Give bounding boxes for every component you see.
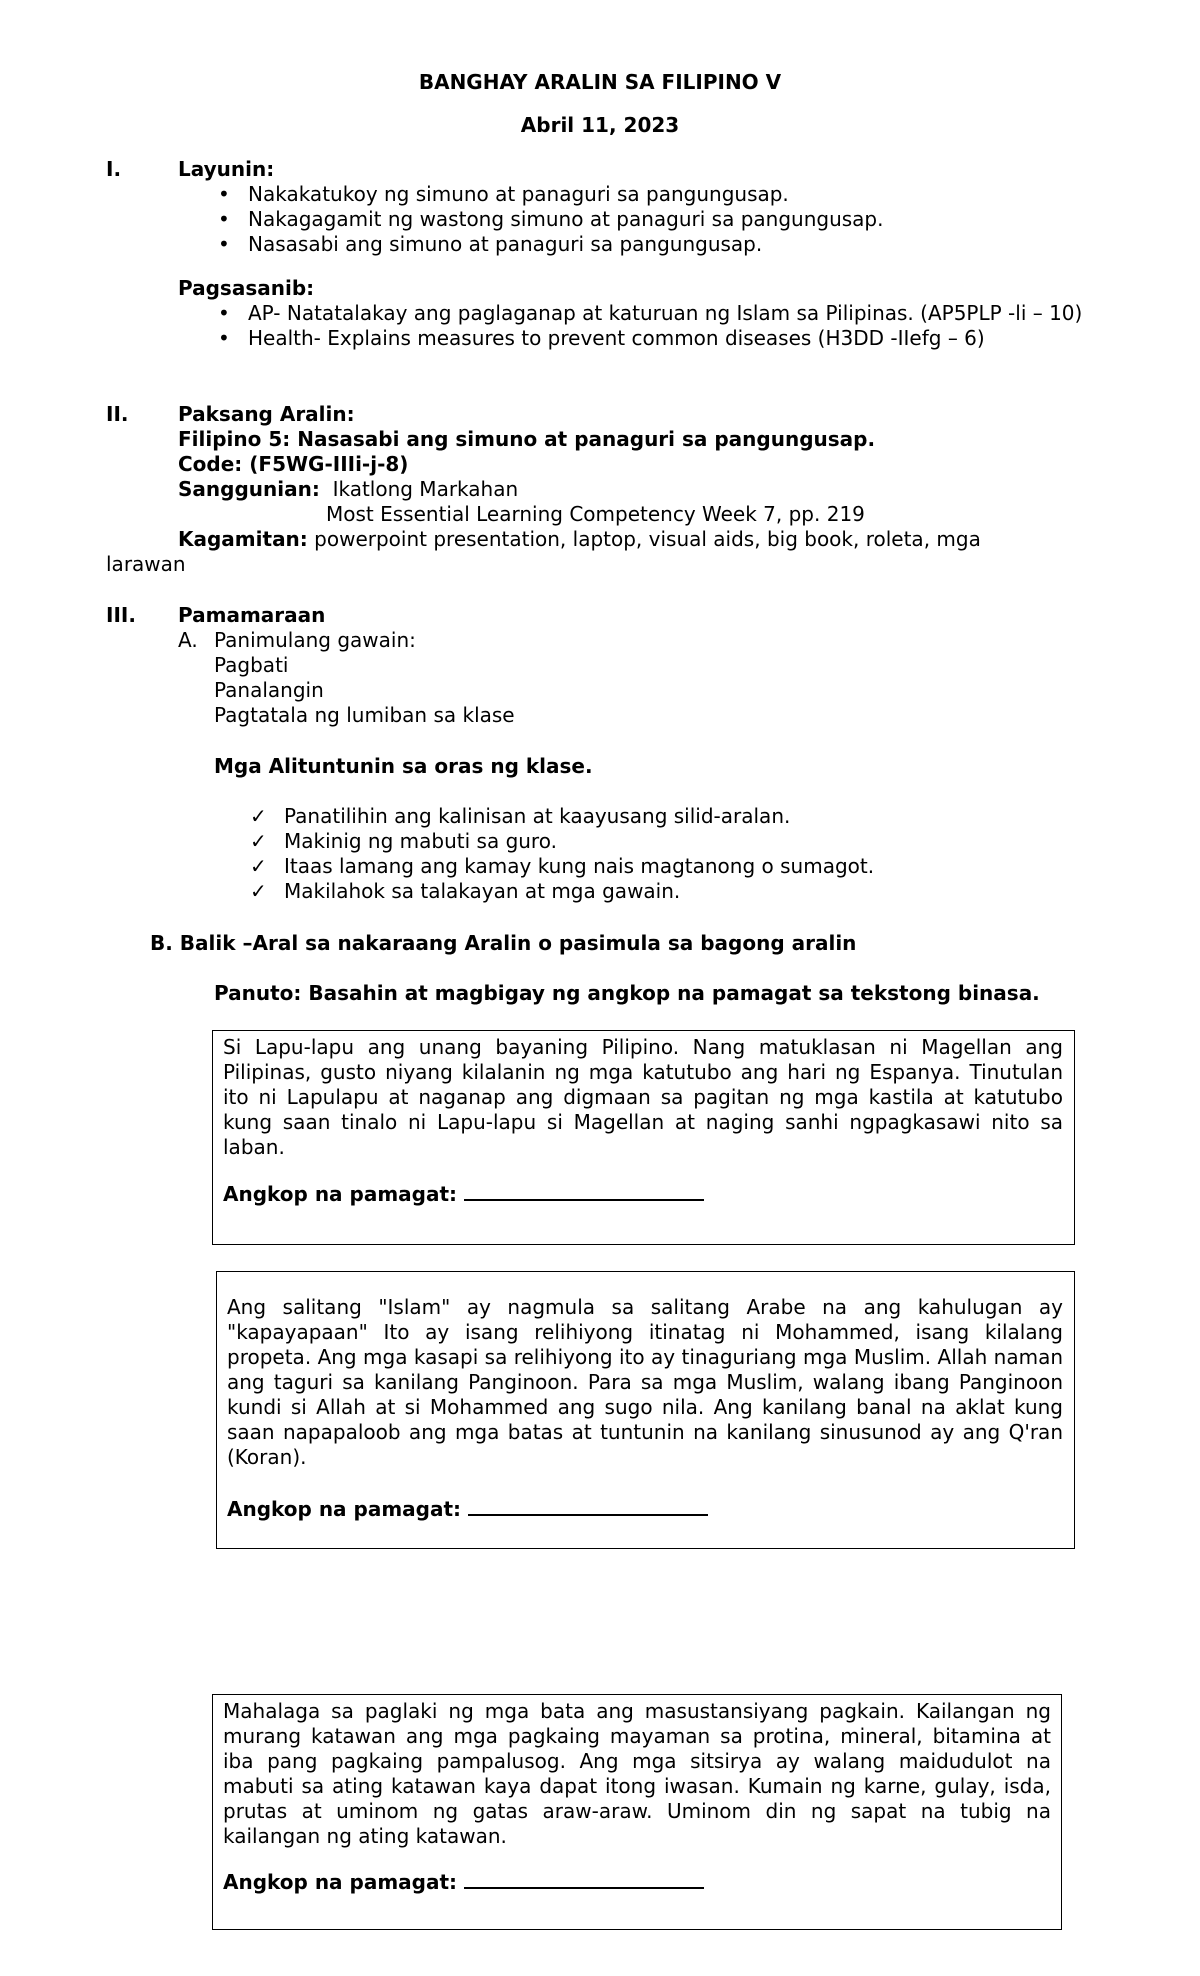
objective-item: • Nakakatukoy ng simuno at panaguri sa pangungusap.	[218, 182, 789, 206]
document-title: BANGHAY ARALIN SA FILIPINO V	[418, 70, 782, 94]
part-a-item: Pagtatala ng lumiban sa klase	[214, 703, 515, 727]
rules-list	[250, 804, 1090, 904]
check-icon: ✓	[250, 829, 267, 853]
section-3-heading: Pamamaraan	[178, 603, 326, 627]
answer-blank[interactable]	[468, 1496, 708, 1516]
bullet-icon: •	[218, 232, 230, 256]
reference-line	[178, 477, 518, 502]
integration-list	[214, 301, 1094, 351]
integration-item: • Health- Explains measures to prevent common diseases (H3DD -IIefg – 6)	[218, 326, 985, 350]
part-b-title: B. Balik –Aral sa nakaraang Aralin o pasimula sa bagong aralin	[150, 931, 857, 955]
objective-item: • Nakagagamit ng wastong simuno at panaguri sa pangungusap.	[218, 207, 884, 231]
objectives-list	[214, 182, 1094, 257]
integration-item: • AP- Natatalakay ang paglaganap at katuruan ng Islam sa Pilipinas. (AP5PLP -li – 10)	[218, 301, 1083, 325]
answer-line	[227, 1496, 708, 1522]
answer-label: Angkop na pamagat:	[223, 1870, 458, 1894]
answer-line	[223, 1869, 704, 1895]
lesson-topic: Filipino 5: Nasasabi ang simuno at panaguri sa pangungusap.	[178, 427, 876, 451]
reference-source: Most Essential Learning Competency Week 7, pp. 219	[326, 502, 865, 526]
answer-blank[interactable]	[464, 1869, 704, 1889]
part-a-title: Panimulang gawain:	[214, 628, 416, 652]
passage-text: Mahalaga sa paglaki ng mga bata ang masustansiyang pagkain. Kailangan ng murang katawan ang mga pagkaing mayaman sa protina, mineral, bitamina at iba pang pagkaing pampalusog. Ang mga sitsirya ay walang maidudulot na mabuti sa ating katawan kaya dapat itong iwasan. Kumain ng karne, gulay, isda, prutas at uminom ng gatas araw-araw. Uminom din ng sapat na tubig na kailangan ng ating katawan.	[223, 1699, 1051, 1848]
passage-text: Ang salitang "Islam" ay nagmula sa salitang Arabe na ang kahulugan ay "kapayapaan" Ito ay isang relihiyong itinatag ni Mohammed, isang kilalang propeta. Ang mga kasapi sa relihiyong ito ay tinaguriang mga Muslim. Allah naman ang taguri sa kanilang Panginoon. Para sa mga Muslim, walang ibang Panginoon kundi si Allah at si Mohammed ang sugo nila. Ang kanilang banal na aklat kung saan napapaloob ang mga batas at tuntunin na kanilang sinusunod ay ang Q'ran (Koran).	[227, 1295, 1063, 1469]
part-a-item: Panalangin	[214, 678, 324, 702]
rule-item: ✓ Makilahok sa talakayan at mga gawain.	[250, 879, 681, 903]
check-icon: ✓	[250, 879, 267, 903]
answer-blank[interactable]	[464, 1181, 704, 1201]
part-a-item: Pagbati	[214, 653, 289, 677]
rule-item: ✓ Makinig ng mabuti sa guro.	[250, 829, 557, 853]
bullet-icon: •	[218, 326, 230, 350]
section-2-numeral: II.	[106, 402, 129, 426]
rule-item: ✓ Itaas lamang ang kamay kung nais magtanong o sumagot.	[250, 854, 875, 878]
materials-label: Kagamitan:	[178, 527, 308, 551]
passage-box-2	[216, 1271, 1075, 1549]
reference-quarter: Ikatlong Markahan	[332, 477, 519, 501]
passage-box-3	[212, 1694, 1062, 1930]
section-2-heading: Paksang Aralin:	[178, 402, 355, 426]
section-1-heading: Layunin:	[178, 157, 275, 181]
check-icon: ✓	[250, 854, 267, 878]
section-1-numeral: I.	[106, 157, 122, 181]
answer-label: Angkop na pamagat:	[227, 1497, 462, 1521]
answer-line	[223, 1181, 704, 1207]
rule-item: ✓ Panatilihin ang kalinisan at kaayusang silid-aralan.	[250, 804, 791, 828]
document-date: Abril 11, 2023	[520, 113, 680, 137]
reference-label: Sanggunian:	[178, 477, 320, 501]
bullet-icon: •	[218, 182, 230, 206]
rules-heading: Mga Alituntunin sa oras ng klase.	[214, 754, 593, 778]
answer-label: Angkop na pamagat:	[223, 1182, 458, 1206]
check-icon: ✓	[250, 804, 267, 828]
bullet-icon: •	[218, 301, 230, 325]
lesson-code: Code: (F5WG-IIIi-j-8)	[178, 452, 409, 476]
passage-box-1	[212, 1030, 1075, 1245]
section-3-numeral: III.	[106, 603, 136, 627]
integration-heading: Pagsasanib:	[178, 276, 315, 300]
instruction-text: Panuto: Basahin at magbigay ng angkop na pamagat sa tekstong binasa.	[214, 981, 1040, 1005]
objective-item: • Nasasabi ang simuno at panaguri sa pangungusap.	[218, 232, 763, 256]
materials-line	[178, 527, 981, 552]
part-a-letter: A.	[178, 628, 198, 652]
bullet-icon: •	[218, 207, 230, 231]
materials-list-continued: larawan	[106, 552, 186, 576]
passage-text: Si Lapu-lapu ang unang bayaning Pilipino. Nang matuklasan ni Magellan ang Pilipinas, gusto niyang kilalanin ng mga katutubo ang hari ng Espanya. Tinutulan ito ni Lapulapu at naganap ang digmaan sa pagitan ng mga kastila at katutubo kung saan tinalo ni Lapu-lapu si Magellan at naging sanhi ngpagkasawi nito sa laban.	[223, 1035, 1063, 1159]
materials-list: powerpoint presentation, laptop, visual aids, big book, roleta, mga	[314, 527, 981, 551]
